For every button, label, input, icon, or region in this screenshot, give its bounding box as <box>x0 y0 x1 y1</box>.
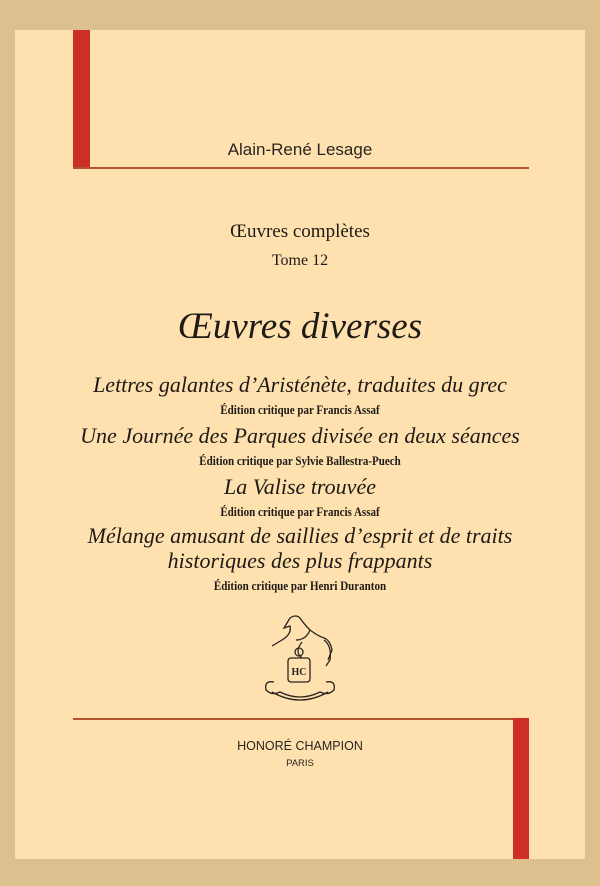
work-title: Mélange amusant de saillies d’esprit et de traits <box>87 523 513 548</box>
bottom-rule <box>73 718 529 720</box>
volume-number: Tome 12 <box>271 252 329 269</box>
publisher-city: PARIS <box>286 758 314 769</box>
work-title: Lettres galantes d’Aristénète, traduites du grec <box>93 372 507 397</box>
publisher-horse-emblem-icon <box>262 612 340 708</box>
work-title-continued: historiques des plus frappants <box>167 548 433 573</box>
svg-text:HC: HC <box>291 667 307 678</box>
work-editor: Édition critique par Francis Assaf <box>220 403 380 417</box>
author: Alain-René Lesage <box>227 140 373 159</box>
work-editor: Édition critique par Francis Assaf <box>220 505 380 519</box>
work-editor: Édition critique par Henri Duranton <box>213 579 387 593</box>
work-editor: Édition critique par Sylvie Ballestra-Puech <box>199 454 401 468</box>
work-title: La Valise trouvée <box>224 474 376 499</box>
series-title: Œuvres complètes <box>230 221 370 242</box>
publisher-name: HONORÉ CHAMPION <box>237 739 363 753</box>
book-title: Œuvres diverses <box>177 306 423 347</box>
work-title: Une Journée des Parques divisée en deux séances <box>80 423 520 448</box>
top-rule <box>73 167 529 169</box>
